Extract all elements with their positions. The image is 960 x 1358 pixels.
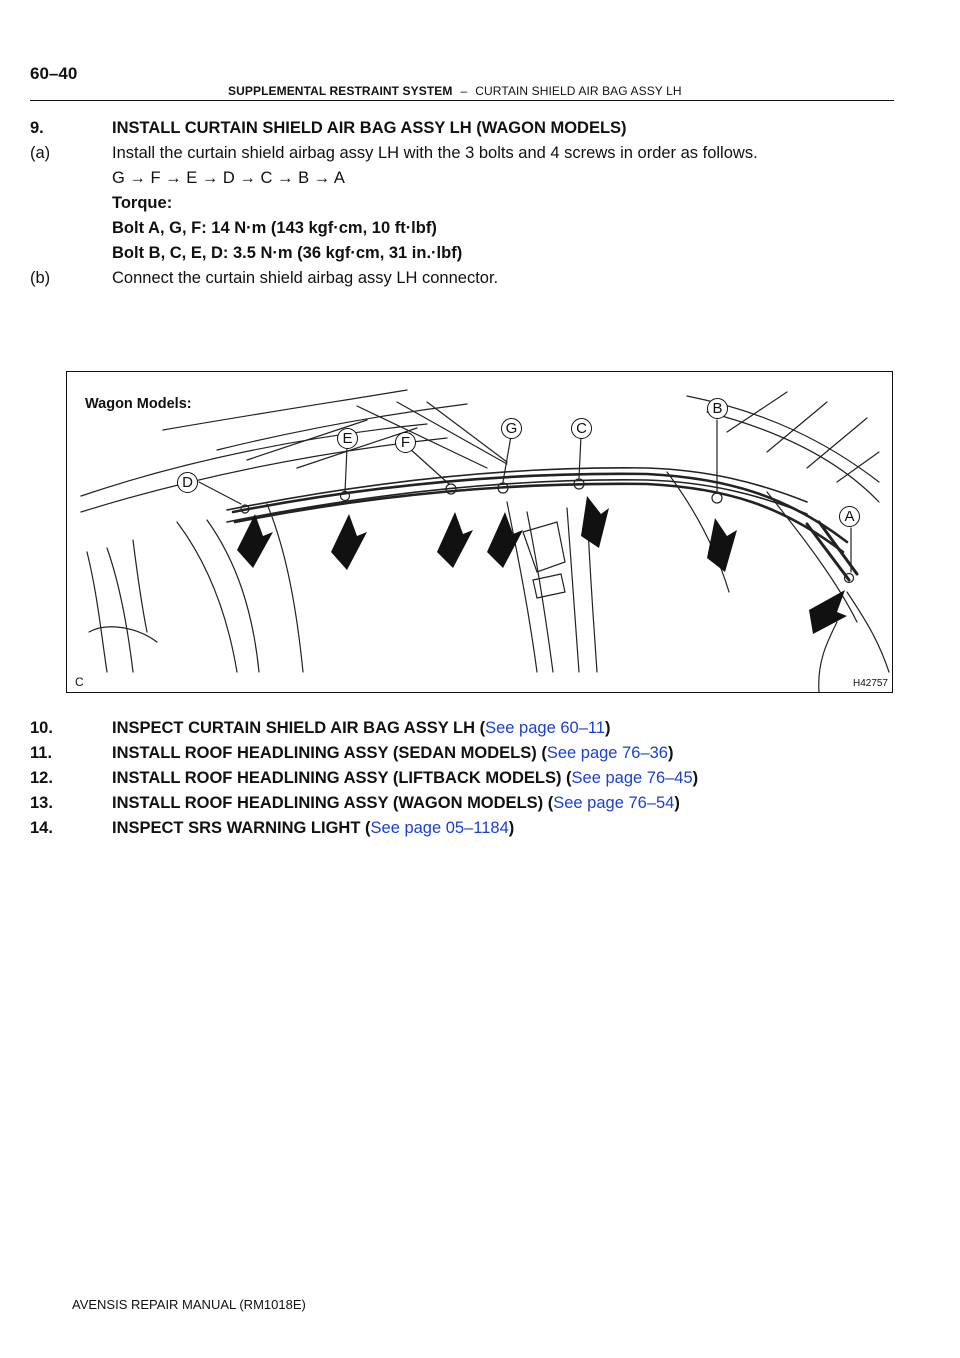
arrow-icon [707, 518, 737, 572]
step-number: 13. [30, 794, 53, 812]
section-separator: – [460, 84, 468, 98]
step-number: 14. [30, 819, 53, 837]
see-page-link[interactable]: See page 76–54 [553, 794, 675, 812]
step-title: INSTALL CURTAIN SHIELD AIR BAG ASSY LH (WAGON MODELS) [112, 119, 627, 137]
footer-manual-id: AVENSIS REPAIR MANUAL (RM1018E) [72, 1297, 306, 1312]
callout-f: F [395, 432, 416, 453]
step-text: INSTALL ROOF HEADLINING ASSY (LIFTBACK MODELS) (See page 76–45) [112, 769, 699, 787]
arrow-icon [581, 496, 609, 548]
step-11 [30, 741, 898, 766]
step-number: 11. [30, 744, 53, 762]
step-text: INSTALL ROOF HEADLINING ASSY (WAGON MODELS) (See page 76–54) [112, 794, 680, 812]
substep-a [30, 141, 898, 166]
step-9 [30, 116, 898, 291]
see-page-link[interactable]: See page 76–45 [571, 769, 693, 787]
figure-code: H42757 [852, 678, 888, 689]
figure-corner-mark: C [75, 675, 84, 689]
step-14 [30, 816, 898, 841]
step-text: INSPECT CURTAIN SHIELD AIR BAG ASSY LH (See page 60–11) [112, 719, 611, 737]
arrow-indicators [67, 372, 893, 693]
substep-text: Connect the curtain shield airbag assy LH connector. [112, 269, 499, 287]
step-12 [30, 766, 898, 791]
arrow-icon [331, 514, 367, 570]
see-page-link[interactable]: See page 05–1184 [370, 819, 509, 837]
arrow-icon [809, 590, 847, 634]
callout-g: G [501, 418, 522, 439]
substep-label: (a) [30, 144, 51, 162]
subsection-name: CURTAIN SHIELD AIR BAG ASSY LH [475, 84, 682, 98]
step-number: 10. [30, 719, 53, 737]
step-13 [30, 791, 898, 816]
page-number: 60–40 [30, 64, 78, 83]
callout-a: A [839, 506, 860, 527]
arrow-icon [237, 514, 273, 568]
section-name: SUPPLEMENTAL RESTRAINT SYSTEM [228, 84, 453, 98]
install-order: G → F → E → D → C → B → A [112, 169, 345, 187]
torque-spec-1: Bolt A, G, F: 14 N·m (143 kgf·cm, 10 ft·lbf) [112, 219, 437, 237]
step-number: 12. [30, 769, 53, 787]
torque-spec-2: Bolt B, C, E, D: 3.5 N·m (36 kgf·cm, 31 in.·lbf) [112, 244, 463, 262]
arrow-icon [487, 512, 523, 568]
section-title [228, 84, 682, 98]
arrow-icon [437, 512, 473, 568]
step-10 [30, 716, 898, 741]
figure-title: Wagon Models: [85, 396, 192, 412]
see-page-link[interactable]: See page 60–11 [485, 719, 606, 737]
substep-label: (b) [30, 269, 51, 287]
procedure-steps [30, 716, 898, 841]
step-text: INSPECT SRS WARNING LIGHT (See page 05–1184) [112, 819, 515, 837]
figure-wagon-models [66, 371, 893, 693]
step-number: 9. [30, 119, 44, 137]
see-page-link[interactable]: See page 76–36 [546, 744, 668, 762]
header-rule [30, 100, 894, 101]
callout-e: E [337, 428, 358, 449]
torque-label: Torque: [112, 194, 173, 212]
callout-b: B [707, 398, 728, 419]
step-text: INSTALL ROOF HEADLINING ASSY (SEDAN MODELS) (See page 76–36) [112, 744, 674, 762]
callout-d: D [177, 472, 198, 493]
substep-text: Install the curtain shield airbag assy LH with the 3 bolts and 4 screws in order as follows. [112, 144, 758, 162]
step-9-heading [30, 116, 898, 141]
substep-b [30, 266, 898, 291]
callout-c: C [571, 418, 592, 439]
